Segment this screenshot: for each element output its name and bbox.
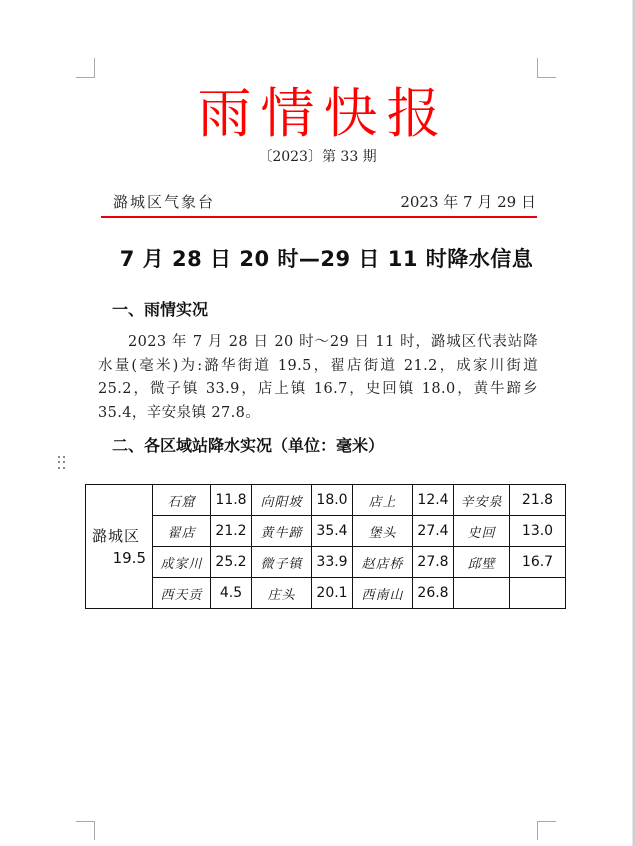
- station-name: 庄头: [252, 578, 312, 609]
- station-name: 赵店桥: [353, 547, 413, 578]
- table-row: [86, 547, 566, 578]
- empty-cell: [510, 578, 566, 609]
- station-value: 16.7: [510, 547, 566, 578]
- station-value: 27.4: [413, 516, 454, 547]
- empty-cell: [454, 578, 510, 609]
- issue-date: 2023 年 7 月 29 日: [400, 193, 536, 211]
- rain-summary-paragraph: 2023 年 7 月 28 日 20 时～29 日 11 时，潞城区代表站降水量(毫米)为:潞华街道 19.5，翟店街道 21.2，成家川街道 25.2，微子镇 33.9，店上镇 16.7，史回镇 18.0，黄牛蹄乡 35.4，辛安泉镇 27.8。: [98, 334, 538, 421]
- station-name: 成家川: [153, 547, 211, 578]
- issuer-name: 潞城区气象台: [113, 193, 216, 211]
- station-name: 西天贡: [153, 578, 211, 609]
- station-value: 25.2: [211, 547, 252, 578]
- station-value: 21.8: [510, 485, 566, 516]
- station-name: 翟店: [153, 516, 211, 547]
- station-value: 26.8: [413, 578, 454, 609]
- station-value: 18.0: [312, 485, 353, 516]
- district-name: 潞城区: [92, 526, 141, 545]
- station-name: 黄牛蹄: [252, 516, 312, 547]
- station-value: 4.5: [211, 578, 252, 609]
- station-name: 向阳坡: [252, 485, 312, 516]
- station-name: 石窟: [153, 485, 211, 516]
- section-heading-rain-status: 一、雨情实况: [112, 300, 209, 319]
- station-value: 27.8: [413, 547, 454, 578]
- masthead-title: 雨情快报: [197, 82, 450, 145]
- issue-number: 〔2023〕第 33 期: [258, 149, 377, 165]
- station-value: 11.8: [211, 485, 252, 516]
- station-value: 33.9: [312, 547, 353, 578]
- station-value: 21.2: [211, 516, 252, 547]
- station-name: 史回: [454, 516, 510, 547]
- station-name: 店上: [353, 485, 413, 516]
- station-value: 13.0: [510, 516, 566, 547]
- station-value: 20.1: [312, 578, 353, 609]
- station-value: 35.4: [312, 516, 353, 547]
- district-cell: [86, 485, 153, 609]
- station-name: 微子镇: [252, 547, 312, 578]
- table-move-handle-icon[interactable]: [58, 456, 66, 470]
- station-name: 邱壁: [454, 547, 510, 578]
- red-divider-line: [101, 216, 537, 218]
- section-heading-station-rainfall: 二、各区域站降水实况（单位：毫米）: [112, 436, 385, 455]
- table-row: [86, 485, 566, 516]
- table-row: [86, 516, 566, 547]
- station-rainfall-table: [85, 484, 566, 609]
- district-value: 19.5: [112, 548, 146, 567]
- table-row: [86, 578, 566, 609]
- station-name: 辛安泉: [454, 485, 510, 516]
- station-name: 堡头: [353, 516, 413, 547]
- station-name: 西南山: [353, 578, 413, 609]
- station-value: 12.4: [413, 485, 454, 516]
- document-title: 7 月 28 日 20 时—29 日 11 时降水信息: [119, 247, 534, 271]
